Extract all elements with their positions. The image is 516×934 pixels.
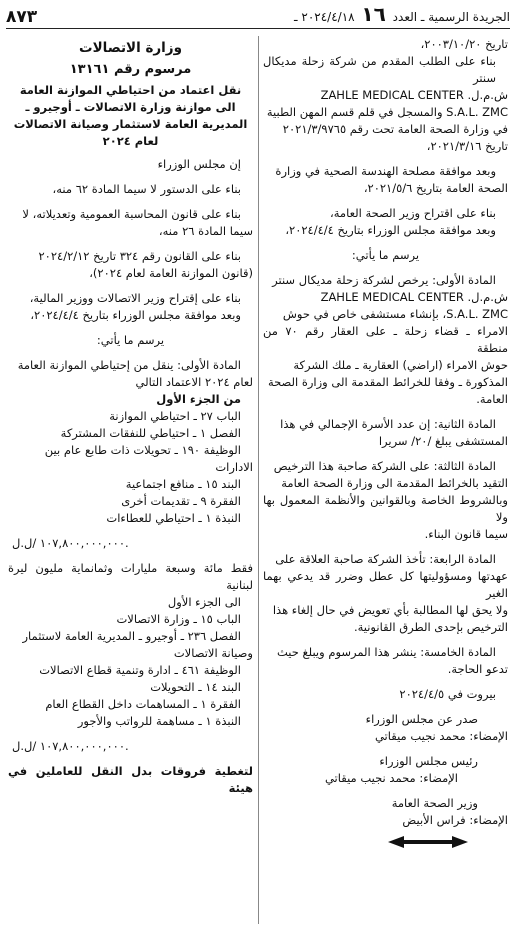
- text-line: العامة.: [476, 392, 508, 406]
- text-line: النبذة ١ ـ احتياطي للعطاءات: [106, 511, 241, 525]
- text-line: الامراء ـ قضاء زحلة ـ على العقار رقم ٧٠ من منطقة: [263, 324, 508, 355]
- signature-line: الإمضاء: محمد نجيب ميقاتي: [324, 771, 458, 785]
- text-line: بناء على اقتراح وزير الصحة العامة،: [330, 206, 496, 220]
- text-line: الباب ٢٧ ـ احتياطي الموازنة: [109, 409, 241, 423]
- issue-date: ٢٠٢٤/٤/١٨ ـ: [294, 10, 355, 24]
- text-line: المذكورة ـ وفقا للخرائط المقدمة الى وزارة الصحة: [267, 375, 508, 389]
- signature-line: الإمضاء: محمد نجيب ميقاتي: [374, 729, 508, 743]
- text-line: الفقرة ٩ ـ تقديمات أخرى: [121, 494, 241, 508]
- text-line: الادارات: [215, 460, 253, 474]
- text-line: تاريخ ٢٠٠٣/١٠/٢٠،: [420, 37, 508, 51]
- text-line: بناء على الدستور لا سيما المادة ٦٢ منه،: [52, 182, 241, 196]
- text-line: التقيد بالخرائط المقدمة الى وزارة الصحة العامة: [281, 476, 508, 490]
- text-line: بناء على قانون المحاسبة العمومية وتعديلاته، لا: [22, 207, 241, 221]
- left-column: [8, 36, 253, 928]
- decree-subject-line: المديرية العامة لاستثمار وصيانة الاتصالات: [13, 117, 248, 131]
- place-date: بيروت في ٢٠٢٤/٤/٥: [399, 687, 496, 701]
- right-column: [263, 36, 508, 928]
- text-line: لتغطية فروقات بدل النقل للعاملين في هيئة: [8, 764, 253, 795]
- text-line: عهدتها ومسؤوليتها كل عطل وضرر قد يدعي بهما الغير: [263, 569, 508, 600]
- text-line: يرسم ما يأتي:: [96, 333, 165, 347]
- article-line: المادة الأولى: ينقل من إحتياطي الموازنة العامة: [17, 358, 241, 372]
- text-line: الترخيص بإحدى الطرق القانونية.: [353, 620, 508, 634]
- text-line: ش.م.ل. ZAHLE MEDICAL CENTER: [320, 290, 508, 304]
- text-line: الفصل ٢٣٦ ـ أوجيرو ـ المديرية العامة لاستثمار: [22, 629, 241, 643]
- text-line: في وزارة الصحة العامة تحت رقم ٢٠٢١/٣/٩٧٦٥: [282, 122, 508, 136]
- decree-subject-line: الى موازنة وزارة الاتصالات ـ أوجيرو ـ: [25, 100, 236, 114]
- text-line: S.A.L. ZMC، بإنشاء مستشفى خاص في حوش: [282, 307, 508, 321]
- decree-subject: [8, 82, 253, 150]
- text-line: تاريخ ٢٠٢١/٣/١٦،: [426, 139, 508, 153]
- text-line: الصحة العامة بتاريخ ٢٠٢١/٥/٦،: [363, 181, 508, 195]
- text-line: النبذة ١ ـ مساهمة للرواتب والأجور: [77, 714, 241, 728]
- article-line: المادة الثانية: إن عدد الأسرة الإجمالي في هذا: [280, 417, 496, 431]
- text-line: ولا يحق لها المطالبة بأي تعويض في حال إلغاء هذا: [272, 603, 508, 617]
- text-line: بناء على القانون رقم ٣٢٤ تاريخ ٢٠٢٤/٢/١٢: [38, 249, 241, 263]
- signature-line: الإمضاء: فراس الأبيض: [402, 813, 508, 827]
- publication-name: الجريدة الرسمية ـ العدد: [392, 10, 510, 24]
- text-line: الفقرة ١ ـ المساهمات داخل القطاع العام: [45, 697, 241, 711]
- text-line: بناء على الطلب المقدم من شركة زحلة مديكال سنتر: [263, 54, 496, 85]
- text-line: الفصل ١ ـ احتياطي للنفقات المشتركة: [60, 426, 241, 440]
- text-line: فقط مائة وسبعة مليارات وثمانماية مليون ليرة لبنانية: [8, 561, 253, 592]
- page-number: ٨٧٣: [6, 7, 38, 27]
- text-line: سيما المادة ٢٦ منه،: [158, 224, 253, 238]
- text-line: يرسم ما يأتي:: [351, 248, 420, 262]
- text-line: سيما قانون البناء.: [424, 527, 508, 541]
- article-line: المادة الثالثة: على الشركة صاحبة هذا الترخيص: [273, 459, 496, 473]
- decree-subject-line: نقل اعتماد من احتياطي الموازنة العامة: [19, 83, 242, 97]
- header-publication: [294, 2, 510, 28]
- text-line: البند ١٥ ـ منافع اجتماعية: [125, 477, 241, 491]
- amount-line: ١٠٧,٨٠٠,٠٠٠,٠٠٠ /ل.ل.: [12, 739, 129, 753]
- text-line: لعام ٢٠٢٤ الاعتماد التالي: [135, 375, 253, 389]
- text-line: بناء على إقتراح وزير الاتصالات ووزير المالية،: [29, 291, 241, 305]
- text-line: تدعو الحاجة.: [447, 662, 508, 676]
- text-line: إن مجلس الوزراء: [157, 157, 241, 171]
- text-line: الباب ١٥ ـ وزارة الاتصالات: [116, 612, 241, 626]
- section-heading: من الجزء الأول: [156, 392, 241, 406]
- text-line: وبعد موافقة مجلس الوزراء بتاريخ ٢٠٢٤/٤/٤،: [285, 223, 496, 237]
- column-divider: [258, 36, 259, 924]
- text-line: وبعد موافقة مصلحة الهندسة الصحية في وزارة: [275, 164, 496, 178]
- decree-number: مرسوم رقم ١٣١٦١: [69, 62, 192, 77]
- text-line: حوش الامراء (اراضي) العقارية ـ ملك الشركة: [293, 358, 508, 372]
- decree-subject-line: لعام ٢٠٢٤: [102, 134, 159, 148]
- signature-line: وزير الصحة العامة: [391, 796, 478, 810]
- text-line: الوظيفة ٤٦١ ـ ادارة وتنمية قطاع الاتصالات: [39, 663, 241, 677]
- article-line: المادة الأولى: يرخص لشركة زحلة مديكال سنتر: [272, 273, 496, 287]
- text-line: وبالشروط الخاصة وبالقوانين والأنظمة المعمول بها ولا: [263, 493, 508, 524]
- text-line: البند ١٤ ـ التحويلات: [150, 680, 241, 694]
- article-line: المادة الخامسة: ينشر هذا المرسوم ويبلغ حيث: [277, 645, 496, 659]
- text-line: الى الجزء الأول: [167, 595, 241, 609]
- text-line: ش.م.ل. ZAHLE MEDICAL CENTER: [320, 88, 508, 102]
- signature-line: رئيس مجلس الوزراء: [379, 754, 478, 768]
- amount-line: ١٠٧,٨٠٠,٠٠٠,٠٠٠ /ل.ل.: [12, 536, 129, 550]
- text-line: الوظيفة ١٩٠ ـ تحويلات ذات طابع عام بين: [44, 443, 241, 457]
- text-line: وبعد موافقة مجلس الوزراء بتاريخ ٢٠٢٤/٤/٤،: [30, 308, 241, 322]
- text-line: المستشفى يبلغ /٢٠/ سريرا: [378, 434, 508, 448]
- end-arrow-icon: [388, 835, 508, 849]
- issue-number: ١٦: [361, 2, 386, 26]
- text-line: وصيانة الاتصالات: [173, 646, 253, 660]
- ministry-title: وزارة الاتصالات: [79, 40, 182, 56]
- text-line: S.A.L. ZMC والمسجل في قلم قسم المهن الطبية: [266, 105, 508, 119]
- signature-line: صدر عن مجلس الوزراء: [365, 712, 478, 726]
- text-line: (قانون الموازنة العامة لعام ٢٠٢٤)،: [89, 266, 253, 280]
- article-line: المادة الرابعة: تأخذ الشركة صاحبة العلاقة على: [275, 552, 496, 566]
- page-header: [6, 2, 510, 29]
